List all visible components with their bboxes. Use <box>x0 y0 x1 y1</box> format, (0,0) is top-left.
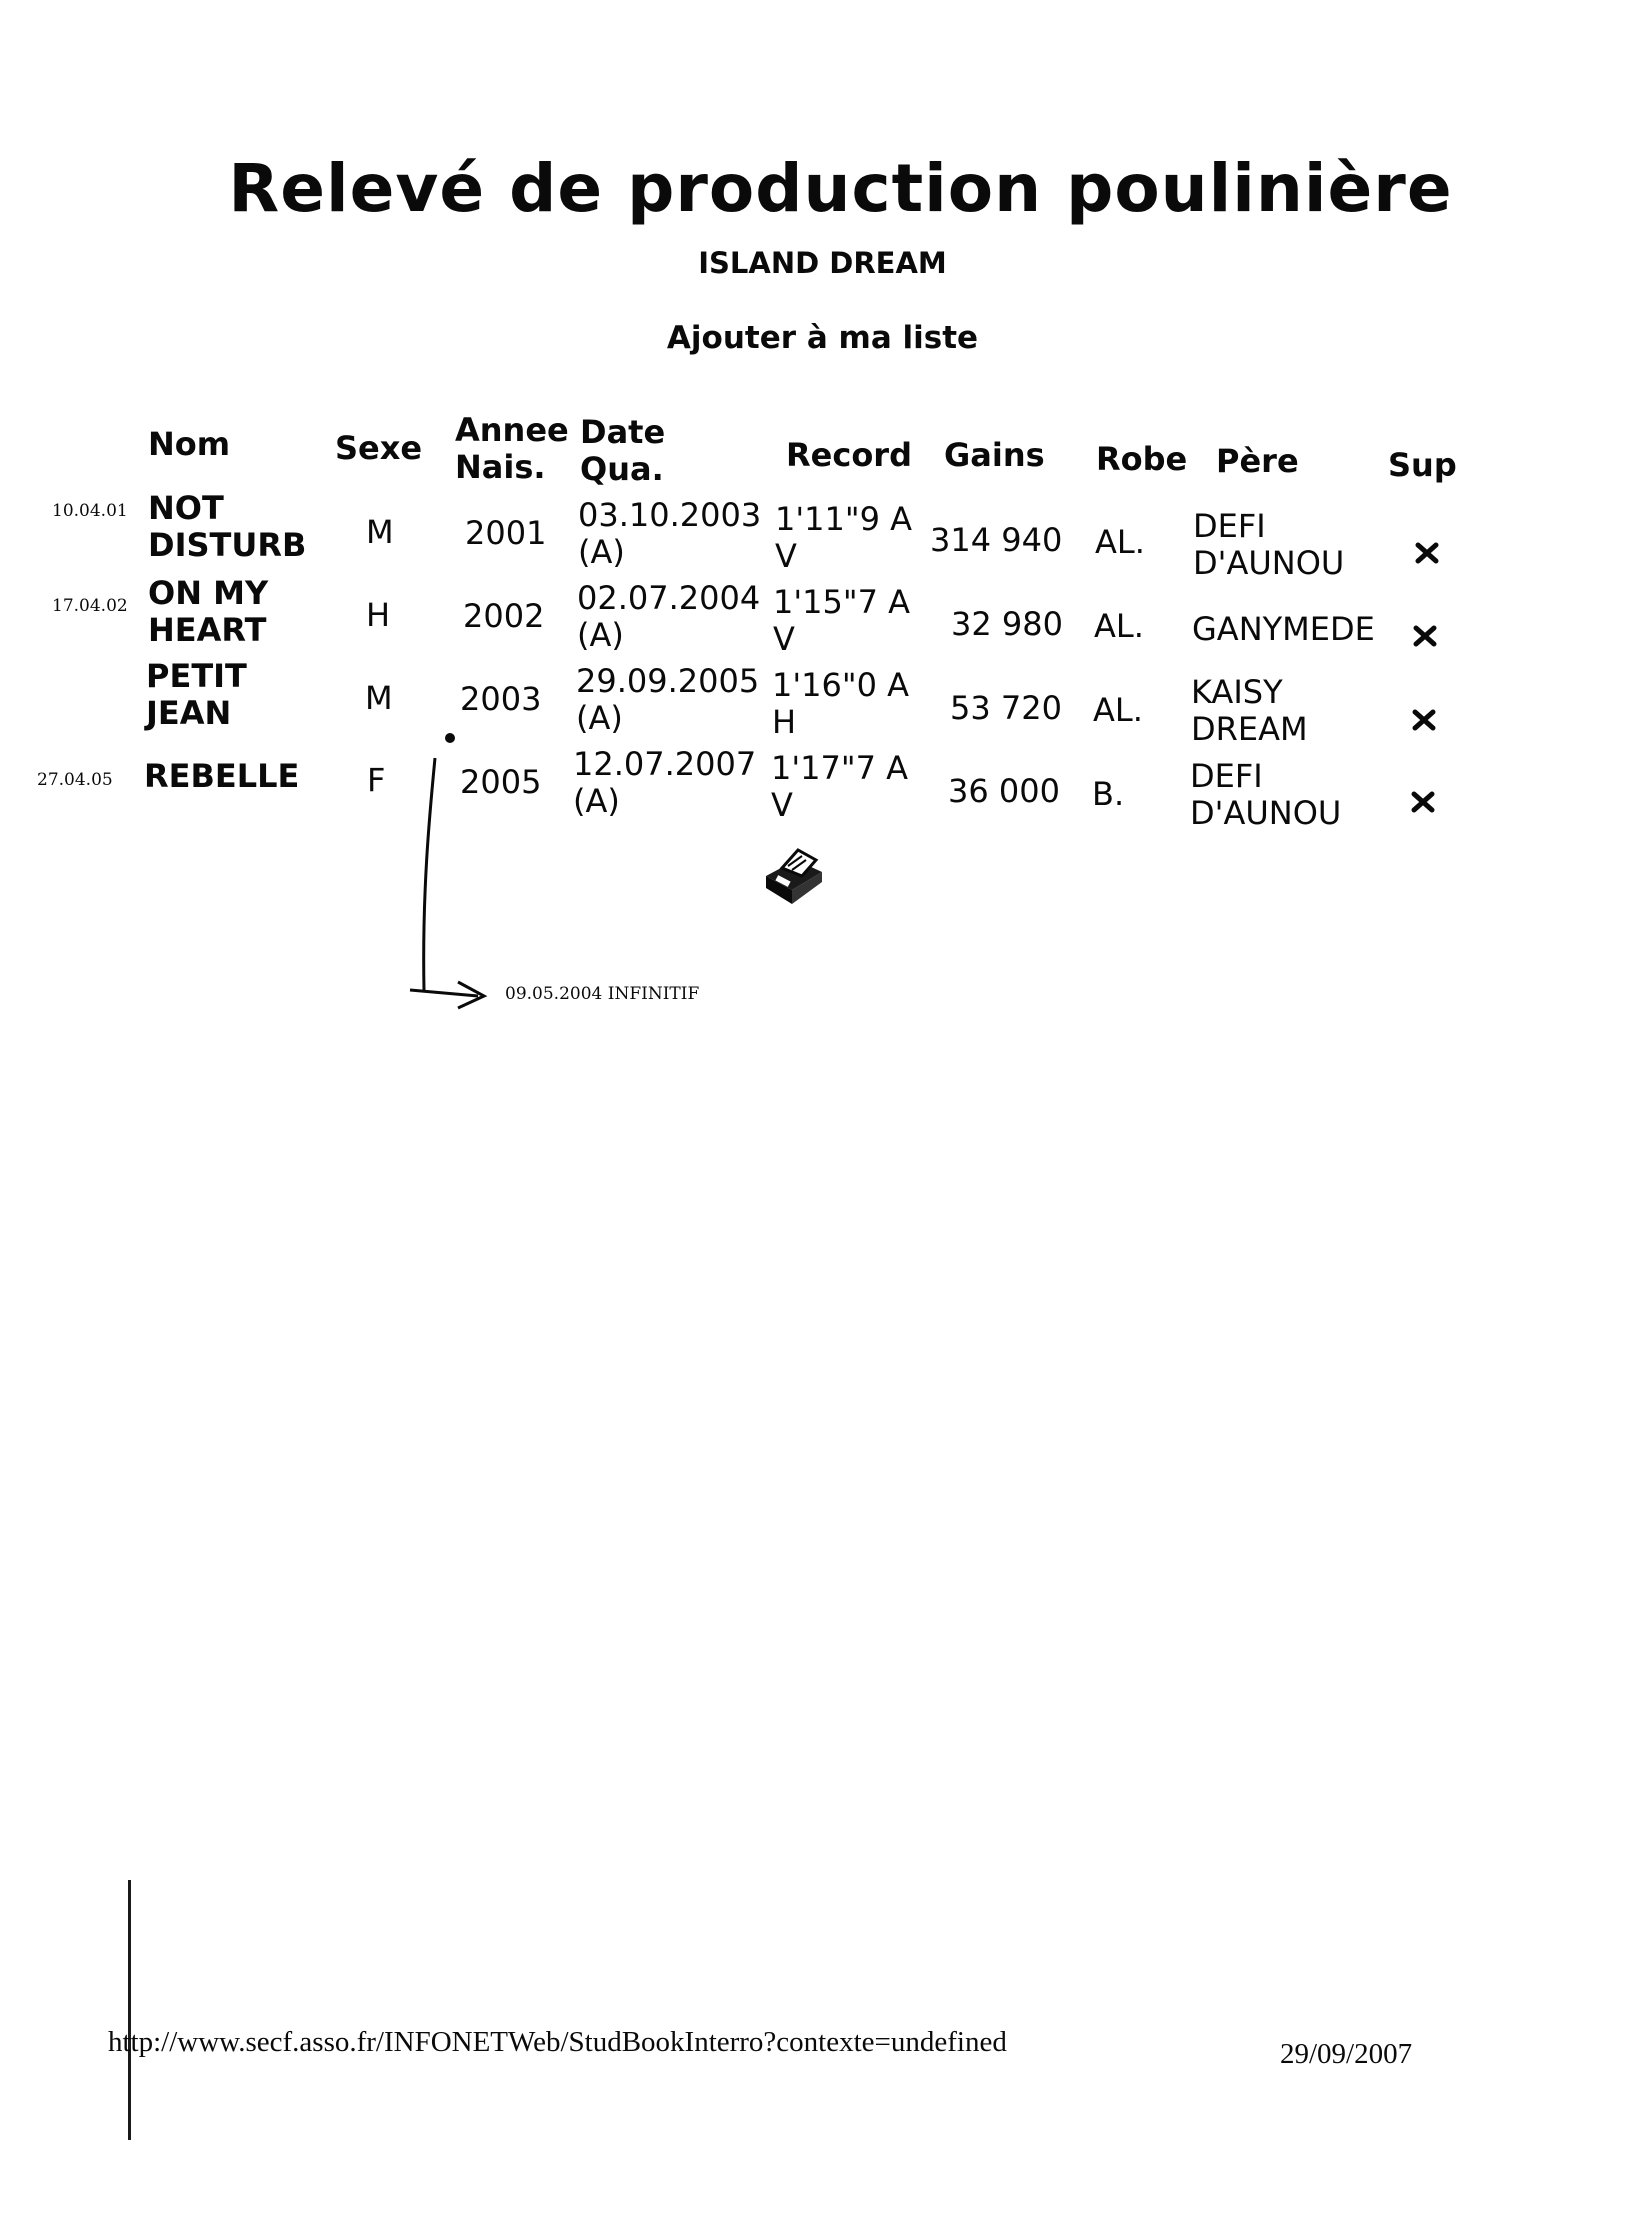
qualification-date: 02.07.2004 (A) <box>577 579 761 654</box>
header-pere: Père <box>1216 442 1299 480</box>
close-x-icon[interactable] <box>1410 621 1440 651</box>
header-date: Date Qua. <box>580 413 666 488</box>
header-record: Record <box>786 436 912 474</box>
record-time: 1'11"9 A V <box>775 500 913 575</box>
header-sup: Sup <box>1388 446 1457 484</box>
scan-margin-line <box>128 1880 131 2140</box>
coat-color: AL. <box>1094 607 1144 645</box>
foal-name[interactable]: REBELLE <box>144 757 300 795</box>
foal-birth-year: 2001 <box>465 514 547 552</box>
footer-date: 29/09/2007 <box>1280 2038 1413 2070</box>
mare-name: ISLAND DREAM <box>698 246 947 280</box>
foal-birth-year: 2003 <box>460 680 542 718</box>
record-time: 1'15"7 A V <box>773 583 911 658</box>
handwritten-arrow <box>400 720 510 1010</box>
qualification-date: 12.07.2007 (A) <box>573 745 757 820</box>
sire-name[interactable]: KAISY DREAM <box>1191 673 1308 748</box>
coat-color: AL. <box>1095 523 1145 561</box>
close-x-icon[interactable] <box>1408 787 1438 817</box>
foal-sex: F <box>367 761 386 799</box>
header-gains: Gains <box>944 436 1045 474</box>
earnings: 314 940 <box>930 521 1063 559</box>
qualification-date: 03.10.2003 (A) <box>578 496 762 571</box>
page-title: Relevé de production poulinière <box>228 150 1453 227</box>
qualification-date: 29.09.2005 (A) <box>576 662 760 737</box>
earnings: 36 000 <box>948 772 1060 810</box>
coat-color: AL. <box>1093 691 1143 729</box>
sire-name[interactable]: DEFI D'AUNOU <box>1190 757 1342 832</box>
sire-name[interactable]: DEFI D'AUNOU <box>1193 507 1345 582</box>
footer-url[interactable]: http://www.secf.asso.fr/INFONETWeb/StudBookInterro?contexte=undefined <box>108 2026 1007 2058</box>
foal-name[interactable]: PETIT JEAN <box>146 657 247 732</box>
handwritten-date-note: 17.04.02 <box>52 596 128 616</box>
sire-name[interactable]: GANYMEDE <box>1192 610 1375 648</box>
handwritten-date-note: 10.04.01 <box>52 501 128 521</box>
handwritten-note: 09.05.2004 INFINITIF <box>505 984 700 1004</box>
header-sexe: Sexe <box>335 429 423 467</box>
earnings: 32 980 <box>951 605 1063 643</box>
close-x-icon[interactable] <box>1412 538 1442 568</box>
header-robe: Robe <box>1096 440 1188 478</box>
close-x-icon[interactable] <box>1409 705 1439 735</box>
earnings: 53 720 <box>950 689 1062 727</box>
coat-color: B. <box>1092 775 1125 813</box>
add-to-list-link[interactable]: Ajouter à ma liste <box>666 320 979 356</box>
header-annee: Annee Nais. <box>455 411 569 486</box>
header-nom: Nom <box>148 425 231 463</box>
record-time: 1'16"0 A H <box>772 666 910 741</box>
foal-sex: M <box>366 513 394 551</box>
foal-name[interactable]: NOT DISTURB <box>148 489 307 564</box>
foal-name[interactable]: ON MY HEART <box>148 574 269 649</box>
foal-birth-year: 2005 <box>460 763 542 801</box>
foal-sex: M <box>365 679 393 717</box>
handwritten-date-note: 27.04.05 <box>37 770 113 790</box>
printer-icon[interactable] <box>758 846 830 908</box>
foal-sex: H <box>366 596 391 634</box>
foal-birth-year: 2002 <box>463 597 545 635</box>
record-time: 1'17"7 A V <box>771 749 909 824</box>
